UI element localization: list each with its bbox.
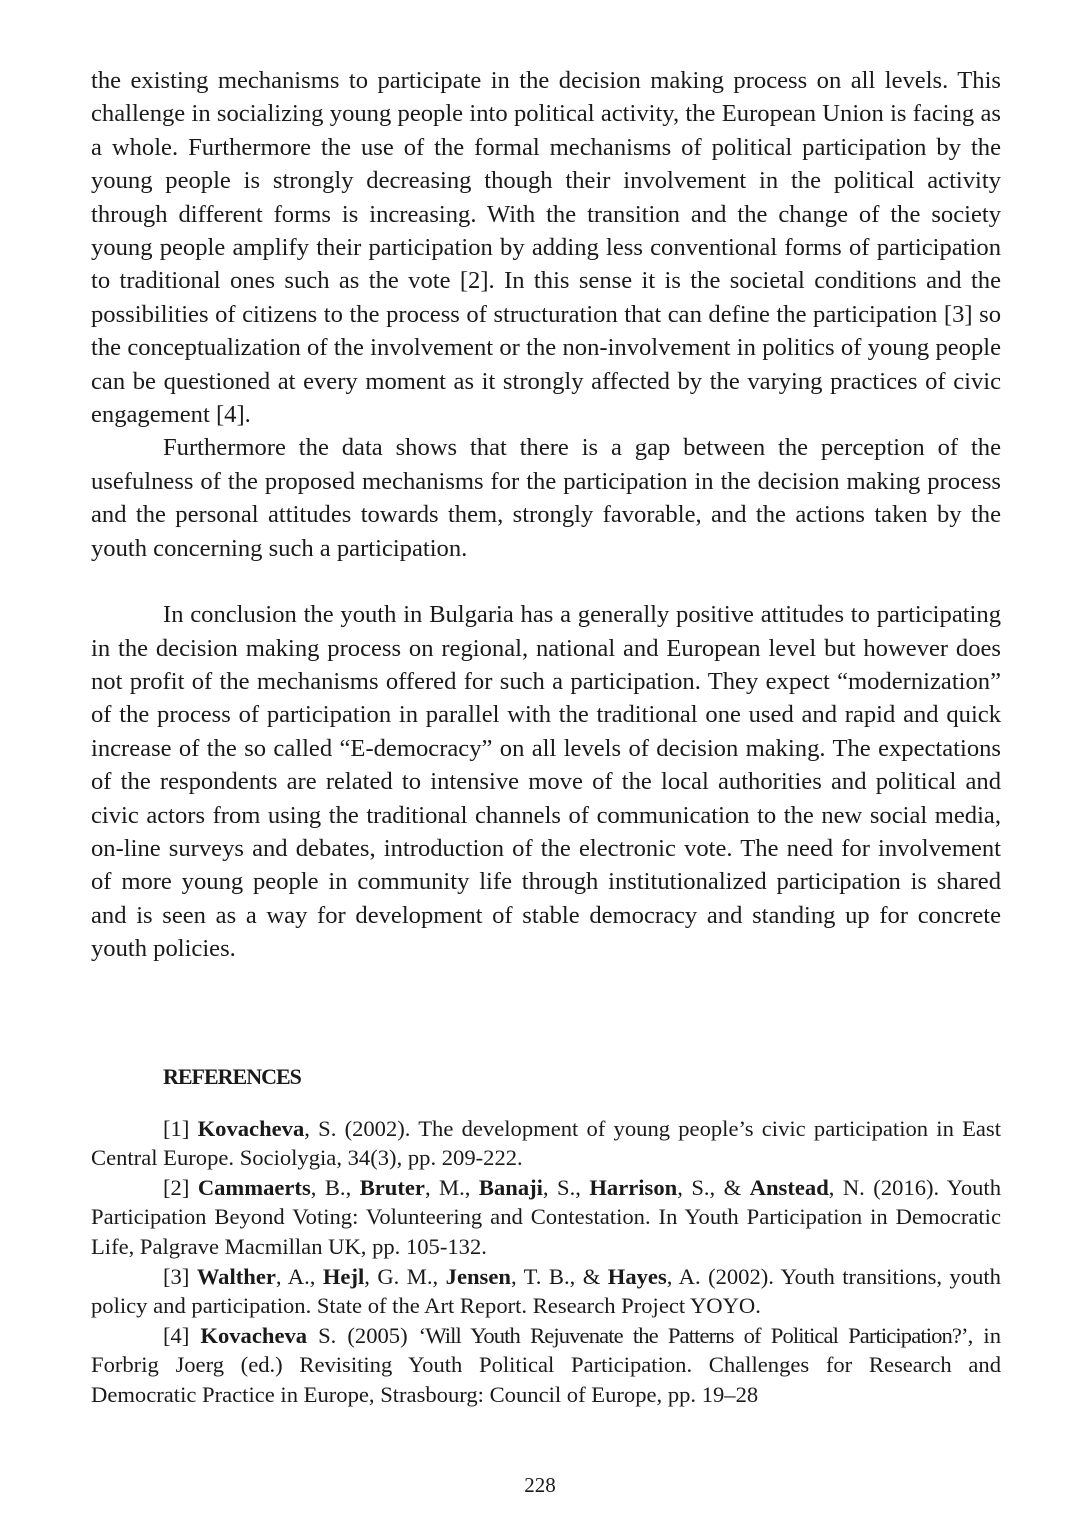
reference-author: Kovacheva bbox=[200, 1322, 308, 1348]
reference-author: Anstead bbox=[749, 1174, 829, 1200]
reference-author: Jensen bbox=[445, 1263, 511, 1289]
reference-4: [4] Kovacheva S. (2005) ‘Will Youth Rejuvenate the Patterns of Political Participation?’, in Forbrig Joerg (ed.) Revisiting Youth Political Participation. Challenges for Research and Democratic Practice in Europe, Strasbourg: Council of Europe, pp. 19–28 bbox=[91, 1322, 1002, 1407]
reference-3: [3] Walther, A., Hejl, G. M., Jensen, T. B., & Hayes, A. (2002). Youth transitions, youth policy and participation. State of the Art Report. Research Project YOYO. bbox=[91, 1263, 1001, 1319]
reference-1: [1] Kovacheva, S. (2002). The development of young people’s civic participation in East Central Europe. Sociolygia, 34(3), pp. 209-222. bbox=[91, 1115, 1001, 1171]
reference-author: Walther bbox=[196, 1263, 276, 1289]
reference-list bbox=[91, 1114, 1001, 1410]
page-number: 228 bbox=[524, 1473, 556, 1497]
reference-author: Hejl bbox=[322, 1263, 365, 1289]
reference-title: ‘Will Youth Rejuvenate the Patterns of Political Participation?’, bbox=[418, 1322, 973, 1348]
page-content bbox=[91, 64, 1001, 1410]
conclusion-paragraph: In conclusion the youth in Bulgaria has a generally positive attitudes to participating in the decision making process on regional, national and European level but however does not profit of the mechanisms offered for such a participation. They expect “modernization” of the process of participation in parallel with the traditional one used and rapid and quick increase of the so called “E-democracy” on all levels of decision making. The expectations of the respondents are related to intensive move of the local authorities and political and civic actors from using the traditional channels of communication to the new social media, on-line surveys and debates, introduction of the electronic vote. The need for involvement of more young people in community life through institutionalized participation is shared and is seen as a way for development of stable democracy and standing up for concrete youth policies. bbox=[91, 601, 1001, 963]
body-paragraph-2: Furthermore the data shows that there is a gap between the perception of the usefulness of the proposed mechanisms for the participation in the decision making process and the personal attitudes towards them, strongly favorable, and the actions taken by the youth concerning such a participation. bbox=[91, 434, 1001, 562]
reference-author: Kovacheva bbox=[197, 1115, 305, 1141]
references-heading: REFERENCES bbox=[163, 1063, 301, 1089]
body-paragraph-1: the existing mechanisms to participate in the decision making process on all levels. This challenge in socializing young people into political activity, the European Union is facing as a whole. Furthermore the use of the formal mechanisms of political participation by the young people is strongly decreasing though their involvement in the political activity through different forms is increasing. With the transition and the change of the society young people amplify their participation by adding less conventional forms of participation to traditional ones such as the vote [2]. In this sense it is the societal conditions and the possibilities of citizens to the process of structuration that can define the participation [3] so the conceptualization of the involvement or the non-involvement in politics of young people can be questioned at every moment as it strongly affected by the varying practices of civic engagement [4]. bbox=[91, 67, 1001, 429]
reference-author: Cammaerts bbox=[197, 1174, 311, 1200]
reference-author: Hayes bbox=[607, 1263, 667, 1289]
reference-2: [2] Cammaerts, B., Bruter, M., Banaji, S., Harrison, S., & Anstead, N. (2016). Youth Participation Beyond Voting: Volunteering and Contestation. In Youth Participation in Democratic Life, Palgrave Macmillan UK, pp. 105-132. bbox=[91, 1174, 1002, 1259]
reference-author: Banaji bbox=[478, 1174, 543, 1200]
reference-author: Harrison bbox=[589, 1174, 678, 1200]
reference-author: Bruter bbox=[359, 1174, 425, 1200]
